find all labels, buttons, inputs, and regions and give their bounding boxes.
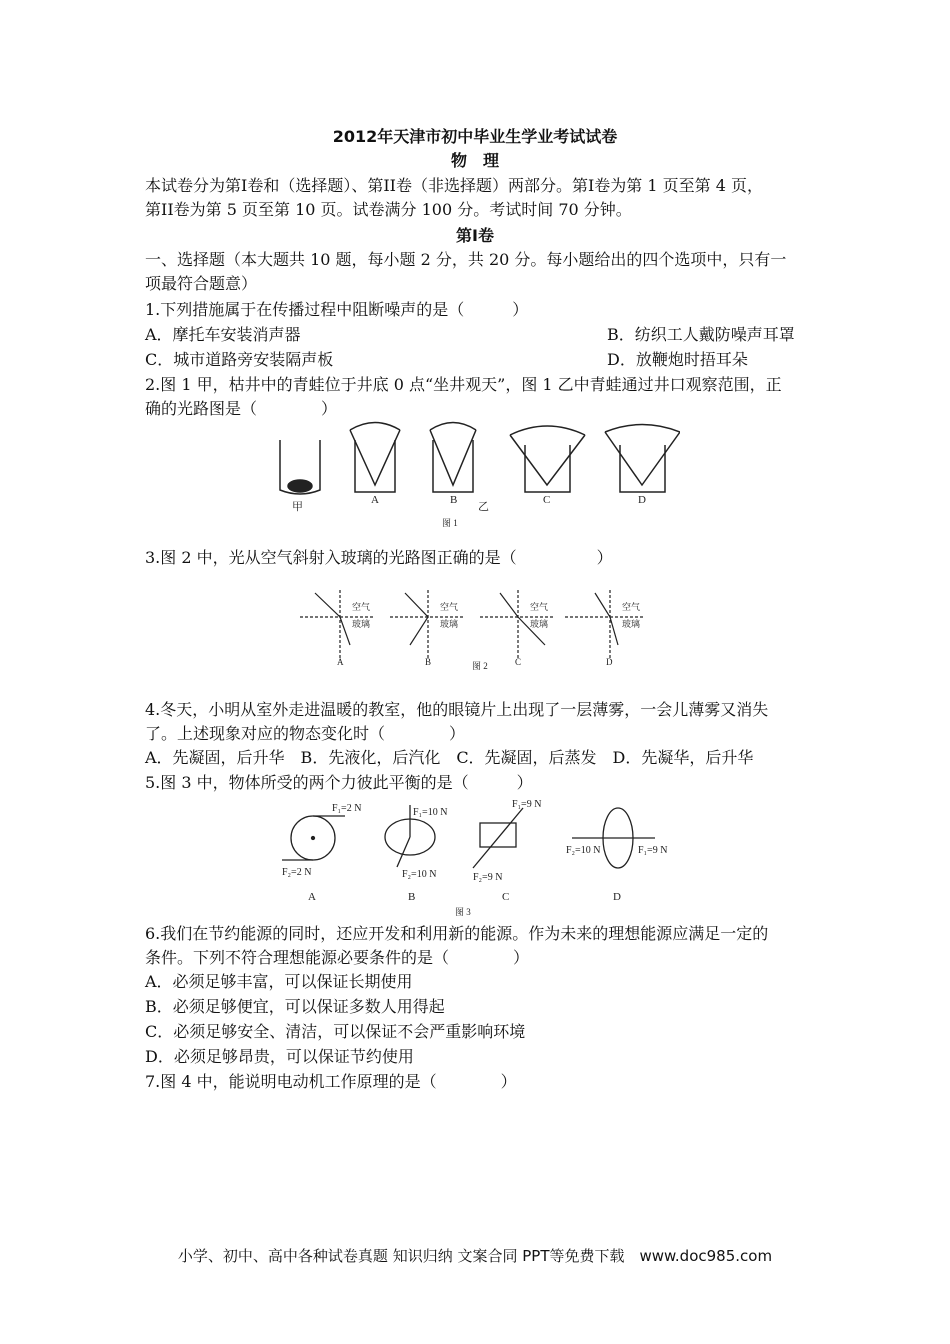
question-4-options: A．先凝固，后升华 B．先液化，后汽化 C．先凝固，后蒸发 D．先凝华，后升华	[145, 748, 754, 767]
label-d: D	[606, 657, 613, 667]
option-b: B．必须足够便宜，可以保证多数人用得起	[145, 997, 445, 1016]
option-c: C．城市道路旁安装隔声板	[145, 350, 334, 369]
question-6-stem: 6.我们在节约能源的同时，还应开发和利用新的能源。作为未来的理想能源应满足一定的	[145, 924, 769, 943]
section-title: 第I卷	[456, 226, 494, 245]
diagram-a	[282, 816, 345, 860]
label-glass: 玻璃	[530, 619, 549, 629]
footer-text: 小学、初中、高中各种试卷真题 知识归纳 文案合同 PPT等免费下载 www.doc985.com	[177, 1247, 773, 1265]
figure-1	[270, 420, 680, 535]
label-air: 空气	[352, 602, 371, 612]
well-d	[605, 425, 680, 493]
label-b: B	[450, 494, 458, 506]
question-1-options	[145, 350, 748, 370]
question-4-stem: 4.冬天，小明从室外走进温暖的教室，他的眼镜片上出现了一层薄雾，一会儿薄雾又消失	[145, 700, 769, 719]
label-jia: 甲	[292, 501, 303, 513]
label-b: B	[425, 657, 432, 667]
option-c: C．必须足够安全、清洁，可以保证不会严重影响环境	[145, 1022, 526, 1041]
label-b: B	[408, 891, 416, 903]
label-a: A	[337, 657, 344, 667]
force-label: F₁=9 N	[512, 799, 542, 810]
intro-line: 本试卷分为第I卷和（选择题）、第II卷（非选择题）两部分。第I卷为第 1 页至第 4 页，	[145, 176, 763, 195]
label-d: D	[638, 494, 646, 506]
question-1-stem: 1.下列措施属于在传播过程中阻断噪声的是（ ）	[145, 300, 529, 319]
subject-title: 物 理	[450, 151, 499, 170]
question-5-stem: 5.图 3 中，物体所受的两个力彼此平衡的是（ ）	[145, 773, 533, 792]
well-c	[510, 426, 585, 492]
diagram-d	[572, 808, 655, 868]
question-7-stem: 7.图 4 中，能说明电动机工作原理的是（ ）	[145, 1072, 517, 1091]
label-air: 空气	[440, 602, 459, 612]
label-air: 空气	[530, 602, 549, 612]
force-label: F₁=2 N	[332, 803, 362, 814]
force-label: F₂=9 N	[473, 872, 503, 883]
question-3-stem: 3.图 2 中，光从空气斜射入玻璃的光路图正确的是（ ）	[145, 548, 613, 567]
part-heading: 一、选择题（本大题共 10 题，每小题 2 分，共 20 分。每小题给出的四个选项中，只有一	[145, 250, 787, 269]
label-c: C	[543, 494, 551, 506]
question-2-stem: 确的光路图是（ ）	[145, 399, 338, 418]
force-label: F₂=10 N	[566, 845, 601, 856]
option-a: A．摩托车安装消声器	[145, 325, 301, 344]
label-c: C	[502, 891, 510, 903]
well-a	[350, 423, 400, 493]
option-d: D．必须足够昂贵，可以保证节约使用	[145, 1047, 414, 1066]
figure-caption: 图 2	[472, 661, 488, 671]
option-d: D．放鞭炮时捂耳朵	[607, 350, 748, 369]
force-label: F₂=2 N	[282, 867, 312, 878]
label-a: A	[371, 494, 379, 506]
label-d: D	[613, 891, 621, 903]
label-a: A	[308, 891, 316, 903]
label-c: C	[515, 657, 522, 667]
label-glass: 玻璃	[352, 619, 371, 629]
figure-3	[270, 795, 690, 920]
well-jia	[280, 440, 320, 494]
figure-caption: 图 3	[455, 907, 471, 917]
label-yi: 乙	[478, 501, 489, 513]
diagram-c	[473, 808, 523, 868]
question-2-stem: 2.图 1 甲，枯井中的青蛙位于井底 0 点“坐井观天”，图 1 乙中青蛙通过井口观察范围，正	[145, 375, 782, 394]
label-air: 空气	[622, 602, 641, 612]
figure-caption: 图 1	[442, 518, 458, 528]
force-label: F₂=10 N	[402, 869, 437, 880]
well-b	[430, 423, 476, 493]
force-label: F₁=9 N	[638, 845, 668, 856]
option-a: A．必须足够丰富，可以保证长期使用	[145, 972, 413, 991]
option-b: B．纺织工人戴防噪声耳罩	[607, 325, 795, 344]
intro-line: 第II卷为第 5 页至第 10 页。试卷满分 100 分。考试时间 70 分钟。	[145, 200, 632, 219]
force-label: F₁=10 N	[413, 807, 448, 818]
label-glass: 玻璃	[440, 619, 459, 629]
question-4-stem: 了。上述现象对应的物态变化时（ ）	[145, 724, 466, 743]
exam-title: 2012年天津市初中毕业生学业考试试卷	[332, 127, 618, 146]
label-glass: 玻璃	[622, 619, 641, 629]
figure-2	[300, 585, 660, 675]
question-1-options	[145, 325, 795, 345]
part-heading: 项最符合题意）	[145, 274, 258, 293]
question-6-stem: 条件。下列不符合理想能源必要条件的是（ ）	[145, 948, 530, 967]
